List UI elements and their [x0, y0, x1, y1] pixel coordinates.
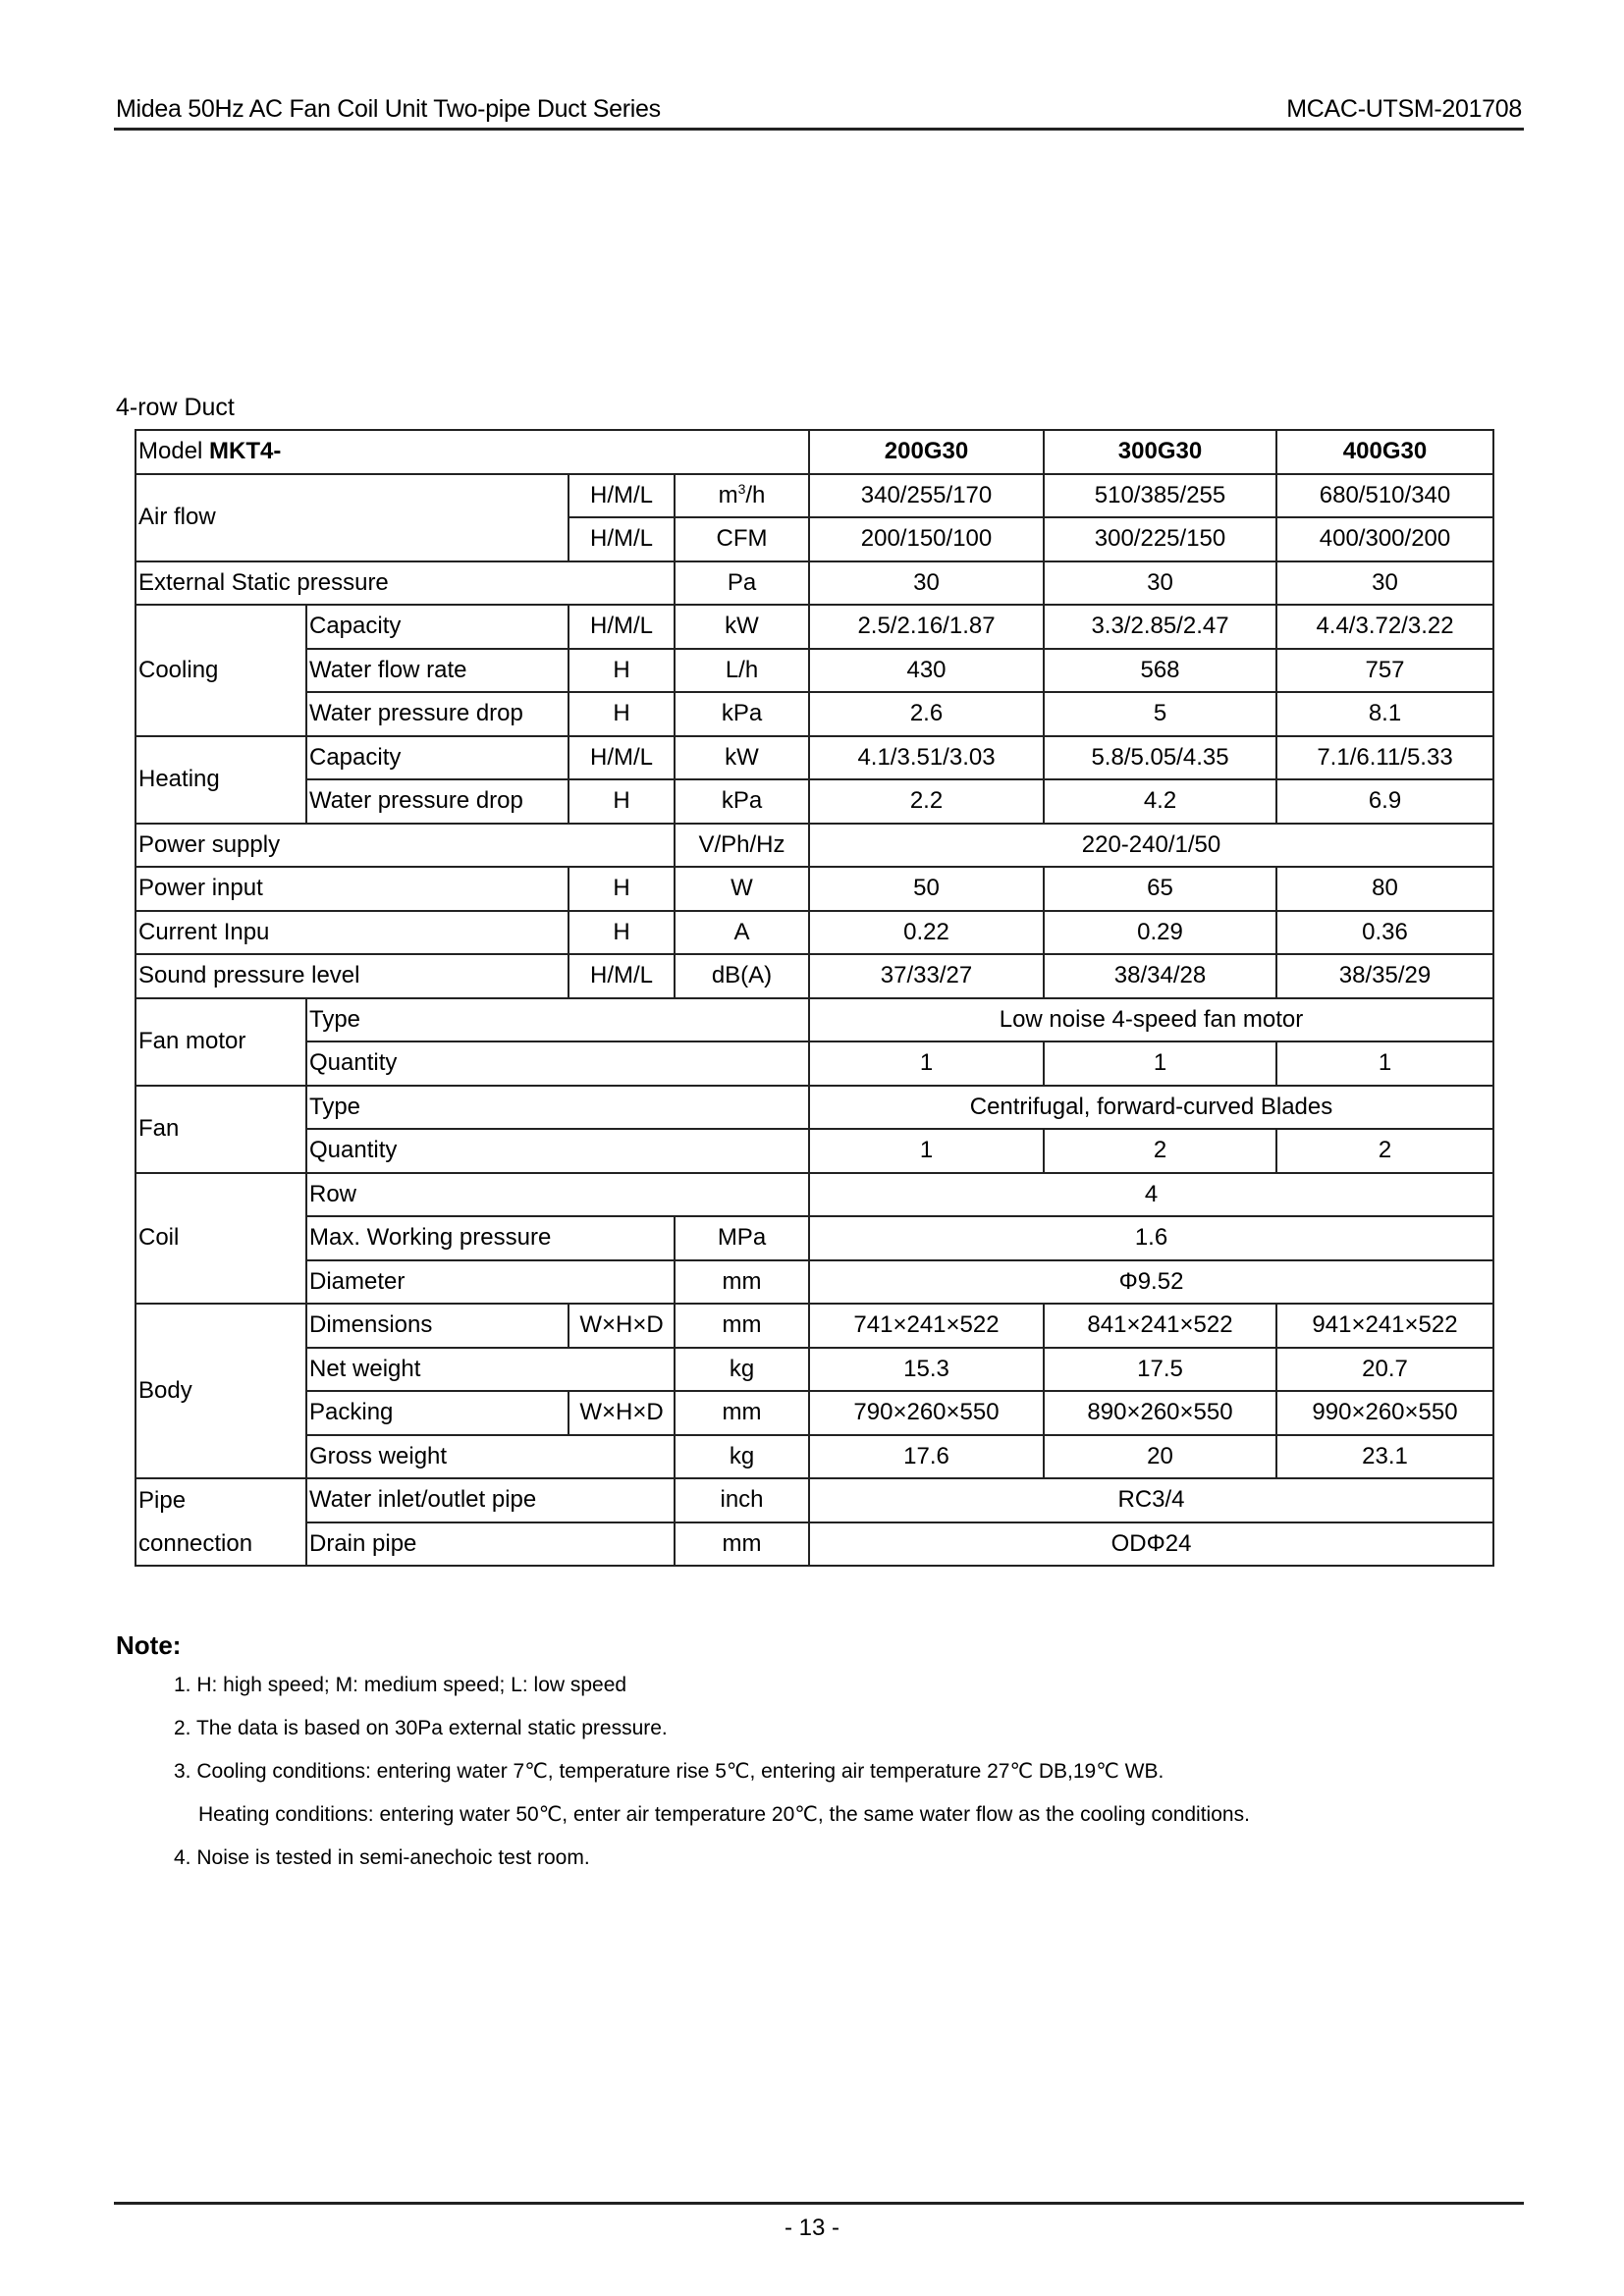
value-cell: 2 [1044, 1129, 1276, 1173]
sound-label: Sound pressure level [135, 954, 568, 998]
unit-cell: L/h [675, 649, 809, 693]
value-cell: 5.8/5.05/4.35 [1044, 736, 1276, 780]
unit-cell: CFM [675, 517, 809, 561]
value-cell: 0.29 [1044, 911, 1276, 955]
table-row-pipe-drain [135, 1522, 1493, 1567]
table-row-cooling-capacity [135, 605, 1493, 649]
value-cell: 430 [809, 649, 1044, 693]
value-cell: 37/33/27 [809, 954, 1044, 998]
table-row-fan-type [135, 1086, 1493, 1130]
value-cell: 340/255/170 [809, 474, 1044, 518]
mode-cell: W×H×D [568, 1304, 675, 1348]
value-cell: 30 [1044, 561, 1276, 606]
unit-cell: mm [675, 1522, 809, 1567]
fan-motor-label: Fan motor [135, 998, 306, 1086]
mode-cell: H [568, 779, 675, 824]
value-cell: 17.6 [809, 1435, 1044, 1479]
value-cell: 65 [1044, 867, 1276, 911]
item-cell: Water pressure drop [306, 779, 568, 824]
section-title: 4-row Duct [116, 394, 235, 421]
unit-cell: W [675, 867, 809, 911]
value-cell: Low noise 4-speed fan motor [809, 998, 1493, 1042]
item-cell: Type [306, 998, 809, 1042]
value-cell: 4 [809, 1173, 1493, 1217]
value-cell: 510/385/255 [1044, 474, 1276, 518]
model-header: 400G30 [1276, 430, 1493, 474]
value-cell: RC3/4 [809, 1478, 1493, 1522]
page-number: - 13 - [784, 2215, 839, 2241]
value-cell: 2 [1276, 1129, 1493, 1173]
spec-table [135, 429, 1494, 1567]
table-row-fan-motor-type [135, 998, 1493, 1042]
unit-cell: MPa [675, 1216, 809, 1260]
mode-cell: H [568, 867, 675, 911]
value-cell: 200/150/100 [809, 517, 1044, 561]
note-item: 3. Cooling conditions: entering water 7℃, temperature rise 5℃, entering air temperature 27℃ DB,19℃ WB. [174, 1760, 1164, 1783]
value-cell: 2.6 [809, 692, 1044, 736]
unit-cell [675, 474, 809, 518]
unit-cell: dB(A) [675, 954, 809, 998]
value-cell: 890×260×550 [1044, 1391, 1276, 1435]
table-row-pipe-inlet [135, 1478, 1493, 1522]
value-cell: 4.4/3.72/3.22 [1276, 605, 1493, 649]
value-cell: 2.5/2.16/1.87 [809, 605, 1044, 649]
item-cell: Water flow rate [306, 649, 568, 693]
table-row-fan-qty [135, 1129, 1493, 1173]
value-cell: 38/35/29 [1276, 954, 1493, 998]
notes-list [174, 1674, 1250, 1890]
value-cell: 400/300/200 [1276, 517, 1493, 561]
table-row-power-supply [135, 824, 1493, 868]
unit-base: m [718, 481, 738, 508]
pipe-label-line1: Pipe [138, 1486, 187, 1514]
unit-tail: /h [745, 481, 766, 508]
item-cell: Dimensions [306, 1304, 568, 1348]
value-cell: 300/225/150 [1044, 517, 1276, 561]
table-row-airflow-m3h [135, 474, 1493, 518]
value-cell: 3.3/2.85/2.47 [1044, 605, 1276, 649]
unit-cell: mm [675, 1304, 809, 1348]
mode-cell: H/M/L [568, 474, 675, 518]
fan-label: Fan [135, 1086, 306, 1173]
value-cell: 7.1/6.11/5.33 [1276, 736, 1493, 780]
note-item: 2. The data is based on 30Pa external static pressure. [174, 1717, 668, 1739]
table-row-body-packing [135, 1391, 1493, 1435]
mode-cell: H [568, 692, 675, 736]
note-item: 4. Noise is tested in semi-anechoic test room. [174, 1846, 590, 1869]
header-divider [114, 128, 1524, 131]
item-cell: Capacity [306, 605, 568, 649]
current-input-label: Current Inpu [135, 911, 568, 955]
item-cell: Max. Working pressure [306, 1216, 675, 1260]
mode-cell: H/M/L [568, 736, 675, 780]
value-cell: 990×260×550 [1276, 1391, 1493, 1435]
model-label-cell [135, 430, 809, 474]
table-row-heating-drop [135, 779, 1493, 824]
value-cell: 0.22 [809, 911, 1044, 955]
unit-cell: kPa [675, 779, 809, 824]
item-cell: Net weight [306, 1348, 675, 1392]
table-row-body-net-weight [135, 1348, 1493, 1392]
value-cell: 741×241×522 [809, 1304, 1044, 1348]
value-cell: 1 [1276, 1041, 1493, 1086]
value-cell: ODΦ24 [809, 1522, 1493, 1567]
value-cell: 841×241×522 [1044, 1304, 1276, 1348]
table-row-cooling-flow [135, 649, 1493, 693]
item-cell: Water inlet/outlet pipe [306, 1478, 675, 1522]
note-item: Heating conditions: entering water 50℃, enter air temperature 20℃, the same water flow as the cooling conditions. [198, 1803, 1250, 1826]
value-cell: 0.36 [1276, 911, 1493, 955]
pipe-connection-label [135, 1478, 306, 1566]
header-doc-code: MCAC-UTSM-201708 [1286, 95, 1522, 123]
table-row-power-input [135, 867, 1493, 911]
value-cell: 2.2 [809, 779, 1044, 824]
item-cell: Gross weight [306, 1435, 675, 1479]
value-cell: 941×241×522 [1276, 1304, 1493, 1348]
value-cell: 790×260×550 [809, 1391, 1044, 1435]
model-header: 200G30 [809, 430, 1044, 474]
item-cell: Row [306, 1173, 809, 1217]
value-cell: 5 [1044, 692, 1276, 736]
heating-label: Heating [135, 736, 306, 824]
table-row-fan-motor-qty [135, 1041, 1493, 1086]
unit-cell: V/Ph/Hz [675, 824, 809, 868]
item-cell: Quantity [306, 1041, 809, 1086]
table-row-heating-capacity [135, 736, 1493, 780]
value-cell: 15.3 [809, 1348, 1044, 1392]
mode-cell: W×H×D [568, 1391, 675, 1435]
model-prefix: MKT4- [209, 438, 282, 465]
value-cell: 30 [809, 561, 1044, 606]
mode-cell: H/M/L [568, 954, 675, 998]
item-cell: Type [306, 1086, 809, 1130]
item-cell: Packing [306, 1391, 568, 1435]
unit-cell: kg [675, 1435, 809, 1479]
value-cell: 220-240/1/50 [809, 824, 1493, 868]
mode-cell: H/M/L [568, 517, 675, 561]
item-cell: Capacity [306, 736, 568, 780]
table-row-body-dimensions [135, 1304, 1493, 1348]
table-row-coil-pressure [135, 1216, 1493, 1260]
power-supply-label: Power supply [135, 824, 675, 868]
value-cell: 680/510/340 [1276, 474, 1493, 518]
value-cell: 1 [809, 1041, 1044, 1086]
value-cell: 757 [1276, 649, 1493, 693]
unit-cell: kW [675, 605, 809, 649]
item-cell: Drain pipe [306, 1522, 675, 1567]
unit-cell: kW [675, 736, 809, 780]
item-cell: Diameter [306, 1260, 675, 1305]
value-cell: 20 [1044, 1435, 1276, 1479]
unit-sup: 3 [737, 480, 746, 497]
unit-cell: Pa [675, 561, 809, 606]
item-cell: Water pressure drop [306, 692, 568, 736]
table-row-model [135, 430, 1493, 474]
value-cell: Centrifugal, forward-curved Blades [809, 1086, 1493, 1130]
footer-divider [114, 2202, 1524, 2205]
coil-label: Coil [135, 1173, 306, 1305]
power-input-label: Power input [135, 867, 568, 911]
unit-cell: inch [675, 1478, 809, 1522]
table-row-sound [135, 954, 1493, 998]
notes-title: Note: [116, 1630, 182, 1660]
unit-cell: kg [675, 1348, 809, 1392]
value-cell: 1.6 [809, 1216, 1493, 1260]
table-row-body-gross-weight [135, 1435, 1493, 1479]
mode-cell: H/M/L [568, 605, 675, 649]
value-cell: 8.1 [1276, 692, 1493, 736]
value-cell: Φ9.52 [809, 1260, 1493, 1305]
body-label: Body [135, 1304, 306, 1478]
unit-cell: mm [675, 1260, 809, 1305]
unit-cell: mm [675, 1391, 809, 1435]
table-row-current-input [135, 911, 1493, 955]
value-cell: 6.9 [1276, 779, 1493, 824]
value-cell: 80 [1276, 867, 1493, 911]
table-row-coil-row [135, 1173, 1493, 1217]
model-header: 300G30 [1044, 430, 1276, 474]
value-cell: 17.5 [1044, 1348, 1276, 1392]
table-row-coil-diameter [135, 1260, 1493, 1305]
cooling-label: Cooling [135, 605, 306, 736]
airflow-label: Air flow [135, 474, 568, 561]
value-cell: 568 [1044, 649, 1276, 693]
value-cell: 1 [809, 1129, 1044, 1173]
header-title: Midea 50Hz AC Fan Coil Unit Two-pipe Duct Series [116, 95, 661, 123]
value-cell: 23.1 [1276, 1435, 1493, 1479]
mode-cell: H [568, 649, 675, 693]
value-cell: 38/34/28 [1044, 954, 1276, 998]
value-cell: 20.7 [1276, 1348, 1493, 1392]
value-cell: 30 [1276, 561, 1493, 606]
value-cell: 4.1/3.51/3.03 [809, 736, 1044, 780]
value-cell: 1 [1044, 1041, 1276, 1086]
esp-label: External Static pressure [135, 561, 675, 606]
table-row-cooling-drop [135, 692, 1493, 736]
item-cell: Quantity [306, 1129, 809, 1173]
note-item: 1. H: high speed; M: medium speed; L: low speed [174, 1674, 627, 1696]
value-cell: 50 [809, 867, 1044, 911]
value-cell: 4.2 [1044, 779, 1276, 824]
unit-cell: A [675, 911, 809, 955]
pipe-label-line2: connection [138, 1529, 253, 1557]
unit-cell: kPa [675, 692, 809, 736]
mode-cell: H [568, 911, 675, 955]
model-label: Model [138, 438, 203, 465]
table-row-esp [135, 561, 1493, 606]
